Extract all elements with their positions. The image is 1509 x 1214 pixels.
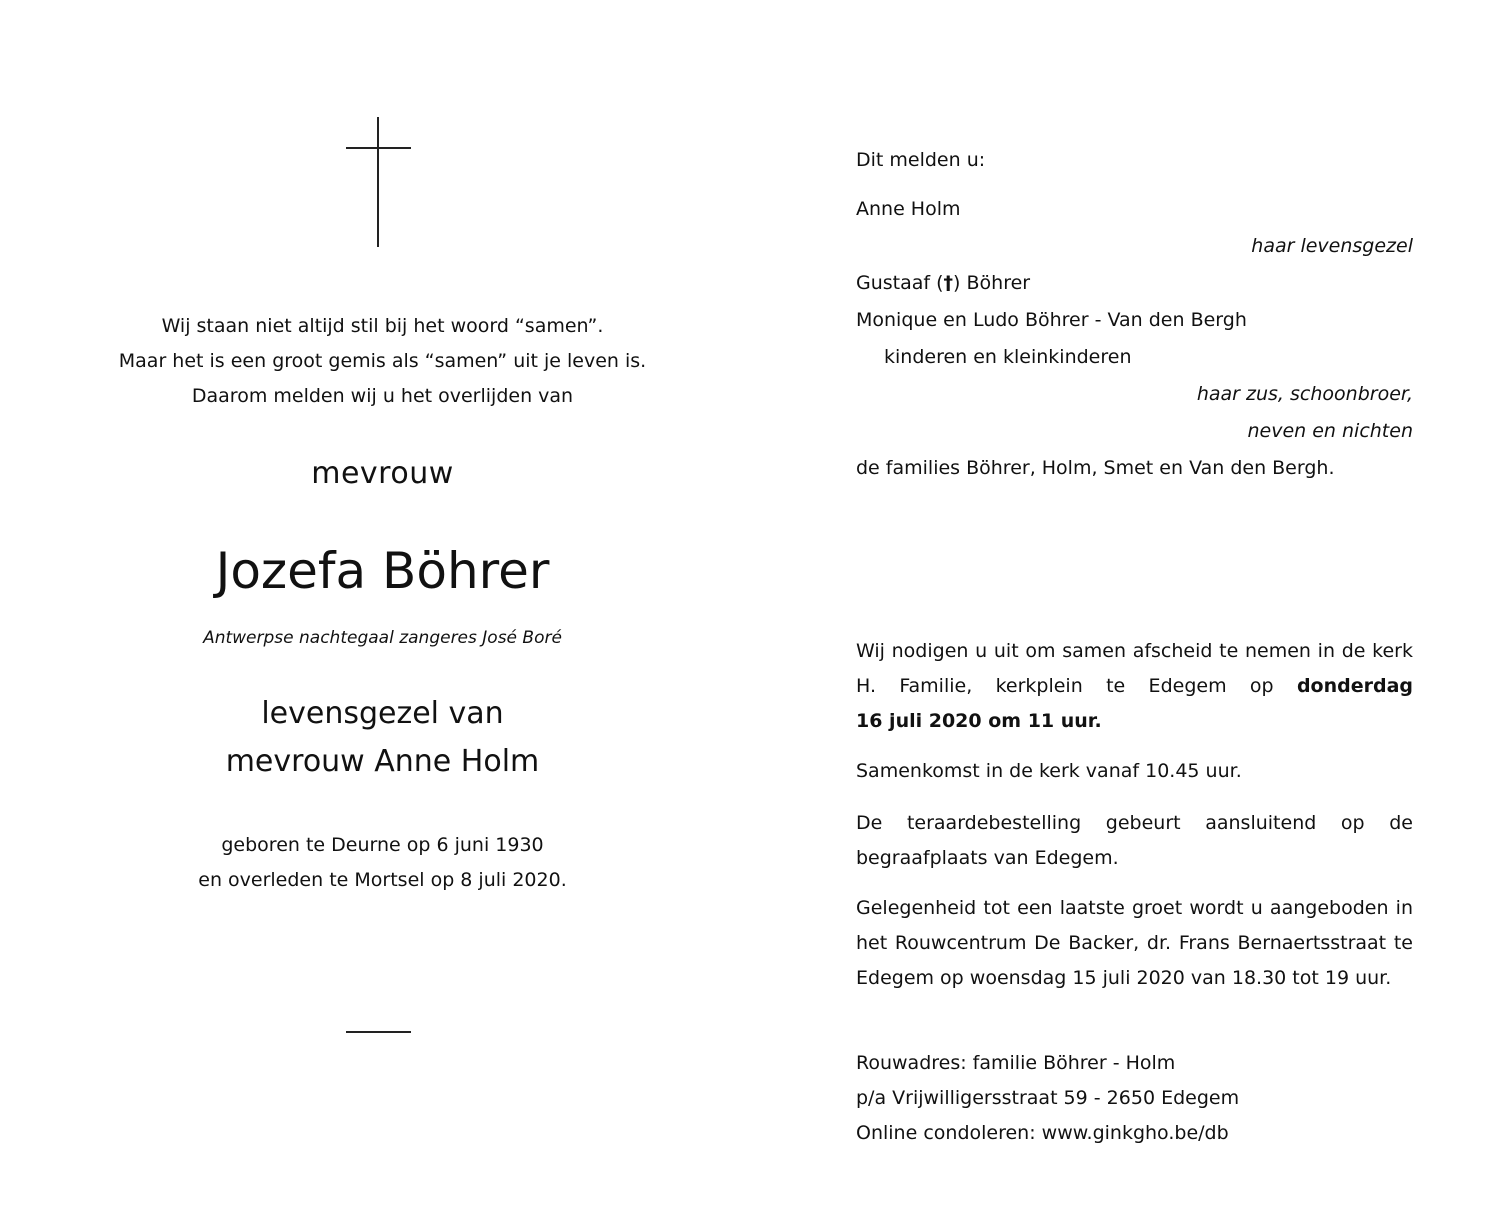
partner-line: levensgezel van xyxy=(261,696,504,731)
intro-text xyxy=(100,309,665,414)
death-line: en overleden te Mortsel op 8 juli 2020. xyxy=(198,869,567,891)
contact-address: Rouwadres: familie Böhrer - Holm xyxy=(856,1052,1176,1074)
mourner-sibling-role-2: neven en nichten xyxy=(1247,420,1413,442)
invitation-day: donderdag xyxy=(1296,675,1413,697)
honorific: mevrouw xyxy=(311,456,454,491)
mourner-partner-name: Anne Holm xyxy=(856,198,961,220)
intro-line: Wij staan niet altijd stil bij het woord “samen”. xyxy=(161,315,604,337)
burial-info: De teraardebestelling gebeurt aansluitend op de begraafplaats van Edegem. xyxy=(856,812,1413,869)
gathering-info: Samenkomst in de kerk vanaf 10.45 uur. xyxy=(856,760,1242,782)
funeral-invitation xyxy=(856,634,1413,739)
deceased-name: Jozefa Böhrer xyxy=(215,542,550,600)
intro-line: Maar het is een groot gemis als “samen” uit je leven is. xyxy=(118,350,647,372)
closing-divider xyxy=(346,1031,411,1033)
mourner-child-2: Monique en Ludo Böhrer - Van den Bergh xyxy=(856,309,1247,331)
child-1-last: ) Böhrer xyxy=(953,272,1031,294)
contact-street: p/a Vrijwilligersstraat 59 - 2650 Edegem xyxy=(856,1087,1240,1109)
life-dates xyxy=(100,828,665,898)
contact-online-link[interactable]: Online condoleren: www.ginkgho.be/db xyxy=(856,1122,1229,1144)
birth-line: geboren te Deurne op 6 juni 1930 xyxy=(221,834,544,856)
deceased-cross-glyph: † xyxy=(943,272,954,294)
mourner-child-1 xyxy=(856,270,1413,296)
announce-label: Dit melden u: xyxy=(856,149,986,171)
deceased-alias: Antwerpse nachtegaal zangeres José Boré xyxy=(203,628,562,648)
contact-block xyxy=(856,1046,1413,1151)
invitation-text: Wij nodigen u uit om samen afscheid te nemen in de kerk H. Familie, kerkplein te Edegem op xyxy=(856,640,1413,697)
invitation-date-time: 16 juli 2020 om 11 uur. xyxy=(856,710,1102,732)
partner-text xyxy=(100,690,665,786)
viewing-info: Gelegenheid tot een laatste groet wordt u aangeboden in het Rouwcentrum De Backer, dr. Frans Bernaertsstraat te Edegem op woensdag 15 juli 2020 van 18.30 tot 19 uur. xyxy=(856,897,1413,989)
partner-line: mevrouw Anne Holm xyxy=(225,744,540,779)
mourner-partner-role: haar levensgezel xyxy=(1251,235,1413,257)
mourner-sibling-role-1: haar zus, schoonbroer, xyxy=(1196,383,1413,405)
cross-icon-horizontal xyxy=(346,147,411,149)
intro-line: Daarom melden wij u het overlijden van xyxy=(191,385,574,407)
mourner-children-role: kinderen en kleinkinderen xyxy=(884,346,1132,368)
mourner-families: de families Böhrer, Holm, Smet en Van den Bergh. xyxy=(856,457,1335,479)
child-1-first: Gustaaf ( xyxy=(856,272,944,294)
cross-icon-vertical xyxy=(377,117,379,247)
